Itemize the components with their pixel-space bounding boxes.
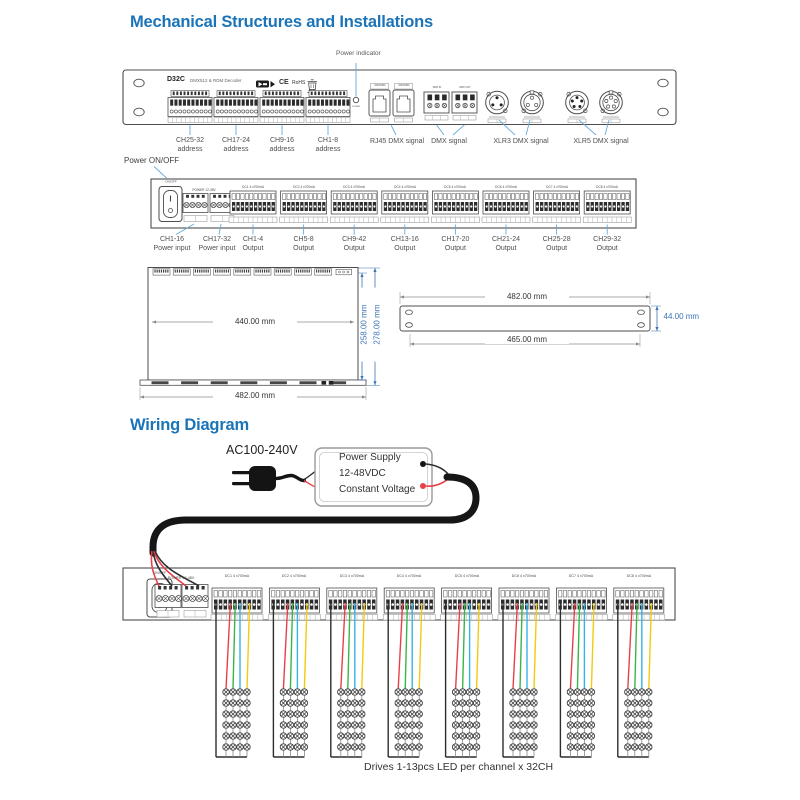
annotation-label: RJ45 DMX signal	[369, 138, 425, 145]
dc-port-label: DC7 4 x700mA	[545, 184, 568, 189]
model-subtitle: DMX512 & RDM Decoder	[190, 78, 242, 83]
ac-plug-icon	[232, 466, 317, 491]
annotation-sub: address	[223, 145, 249, 153]
annotation-label: CH9-16	[269, 137, 295, 144]
power-terminal-label: POWER 12-48V	[167, 576, 195, 581]
ac-input-label: AC100-240V	[226, 443, 298, 457]
dc-port-label: DC4 4 x700mA	[396, 574, 422, 579]
annotation-sub: Output	[343, 244, 365, 252]
annotation-label: XLR3 DMX signal	[493, 138, 549, 145]
annotation-label: CH1-4	[242, 236, 264, 243]
annotation-label: CH21-24	[491, 236, 520, 243]
section-title-mechanical: Mechanical Structures and Installations	[130, 13, 434, 31]
annotation-sub: address	[269, 145, 295, 153]
annotation-sub: Output	[293, 244, 315, 252]
dc-port-label: DC8 4 x700mA	[596, 184, 619, 189]
dim-inner-width: 440.00 mm	[213, 317, 297, 326]
dc-port-label: DC3 4 x700mA	[339, 574, 365, 579]
onoff-label: ON/OFF	[164, 180, 177, 184]
dc-port-label: DC2 4 x700mA	[292, 184, 315, 189]
annotation-label: CH29-32	[593, 236, 622, 243]
model-label: D32C	[167, 76, 185, 83]
annotation-sub: address	[315, 145, 341, 153]
annotation-label: CH17-24	[221, 137, 250, 144]
dc-port-label: DC3 4 x700mA	[343, 184, 366, 189]
dc-port-label: DC1 4 x700mA	[242, 184, 264, 189]
dc-port-label: DC6 4 x700mA	[511, 574, 537, 579]
annotation-sub: Output	[242, 244, 264, 252]
psu-line3: Constant Voltage	[339, 484, 416, 495]
annotation-label: CH25-32	[175, 137, 204, 144]
annotation-sub: Output	[546, 244, 568, 252]
annotation-label: CH1-16	[159, 236, 185, 243]
annotation-sub: Power input	[153, 244, 191, 252]
annotation-sub: Output	[444, 244, 466, 252]
psu-line1: Power Supply	[339, 452, 401, 463]
annotation-label: CH17-20	[441, 236, 470, 243]
dc-port-label: DC4 4 x700mA	[393, 184, 416, 189]
dc-port-label: DC5 4 x700mA	[444, 184, 467, 189]
dim-front-height: 44.00 mm	[663, 312, 700, 321]
dmx-out-label: DMX OUT	[458, 86, 471, 89]
annotation-sub: Power input	[198, 244, 236, 252]
wiring-note: Drives 1-13pcs LED per channel x 32CH	[364, 761, 554, 773]
power-terminal-label: POWER 12-48V	[192, 188, 216, 192]
dc-port-label: DC5 4 x700mA	[454, 574, 479, 579]
cert-ce: CE	[279, 78, 289, 86]
dc-port-label: DC7 4 x700mA	[569, 574, 594, 579]
power-onoff-label: Power ON/OFF	[124, 156, 180, 165]
annotation-sub: address	[177, 145, 203, 153]
dim-hole-spacing: 465.00 mm	[485, 335, 569, 344]
annotation-label: CH5-8	[293, 236, 314, 243]
annotation-label: XLR5 DMX signal	[573, 138, 629, 145]
annotation-label: CH17-32	[202, 236, 231, 243]
dim-flange-width: 482.00 mm	[213, 391, 297, 400]
annotation-sub: Output	[394, 244, 416, 252]
rj45-port-label: DMX/RDM	[374, 84, 385, 87]
dmx-in-label: DMX IN	[432, 86, 441, 89]
dc-port-label: DC2 4 x700mA	[282, 574, 307, 579]
dim-total-height: 278.00 mm	[372, 288, 381, 362]
dc-port-label: DC1 4 x700mA	[224, 574, 250, 579]
annotation-sub: Output	[495, 244, 517, 252]
led-arrays	[223, 689, 652, 750]
annotation-sub: Output	[596, 244, 618, 252]
annotation-label: CH1-8	[317, 137, 339, 144]
cert-rohs: RoHS	[291, 80, 305, 86]
dc-port-label: DC6 4 x700mA	[495, 184, 517, 189]
dim-body-height: 258.00 mm	[359, 288, 368, 362]
annotation-label: CH13-16	[390, 236, 419, 243]
top-view-drawing	[140, 268, 366, 386]
front-view-drawing	[400, 306, 650, 331]
psu-line2: 12-48VDC	[339, 468, 386, 479]
power-indicator-label: Power indicator	[336, 50, 381, 57]
dc-port-label: DC8 4 x700mA	[626, 574, 652, 579]
annotation-label: CH25-28	[542, 236, 571, 243]
dim-front-total-width: 482.00 mm	[485, 292, 569, 301]
onoff-label: ON/OFF	[153, 570, 166, 575]
annotation-label: CH9-42	[342, 236, 367, 243]
section-title-wiring: Wiring Diagram	[130, 416, 249, 434]
power-led-label: POWER	[352, 104, 360, 107]
rj45-port-label: DMX/RDM	[398, 84, 409, 87]
annotation-label: DMX signal	[431, 138, 467, 145]
